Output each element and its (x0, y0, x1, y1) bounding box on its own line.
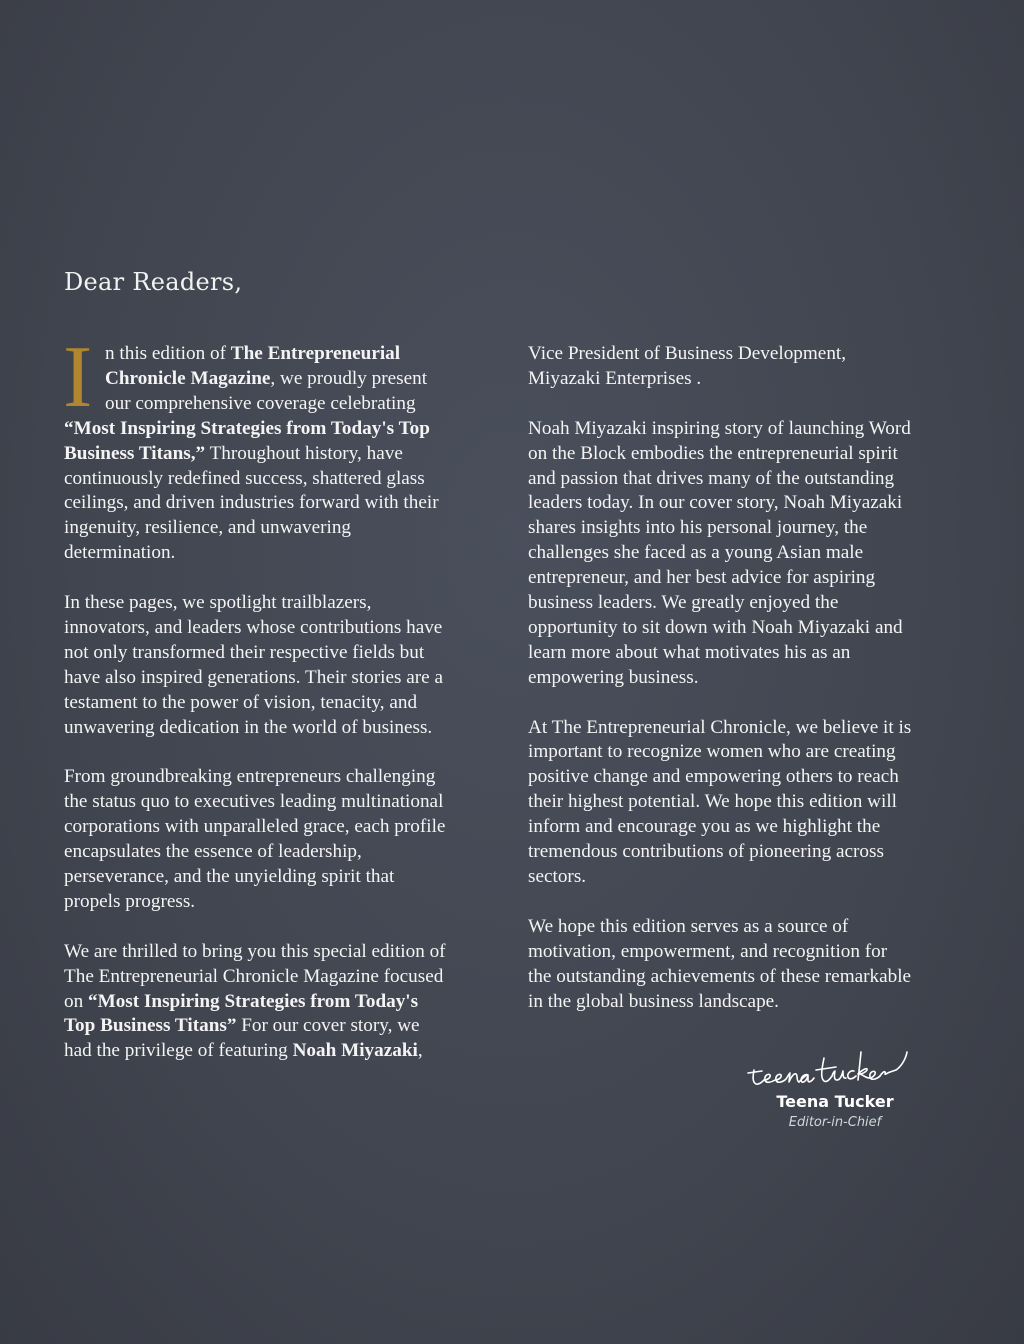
text-line: determination. (64, 542, 176, 564)
text-line: perseverance, and the unyielding spirit that (64, 866, 395, 887)
text-line: on the Block embodies the entrepreneurial spirit (528, 442, 898, 464)
text-line: innovators, and leaders whose contributions have (64, 616, 443, 638)
body-paragraph (64, 591, 496, 740)
left-column (63, 329, 496, 1089)
text-line: on “Most Inspiring Strategies from Today's (64, 990, 419, 1012)
text-line: encapsulates the essence of leadership, (64, 841, 362, 863)
text-line: In these pages, we spotlight trailblazers, (64, 592, 372, 614)
text-line: the outstanding achievements of these remarkable (528, 965, 912, 987)
text-line: learn more about what motivates his as an (528, 641, 851, 663)
text-line: unwavering dedication in the world of business. (64, 716, 433, 738)
body-paragraph (64, 940, 496, 1065)
text-line: “Most Inspiring Strategies from Today's Top (64, 417, 430, 439)
text-line: Business Titans,” Throughout history, have (64, 442, 403, 464)
text-line: Chronicle Magazine, we proudly present (105, 367, 428, 389)
text-line: We hope this edition serves as a source of (528, 915, 849, 937)
text-line: testament to the power of vision, tenacity, and (64, 691, 418, 713)
text-line: not only transformed their respective fields but (64, 641, 425, 663)
text-line: and passion that drives many of the outstanding (528, 467, 895, 489)
text-line: tremendous contributions of pioneering across (528, 841, 884, 863)
text-line: empowering business. (528, 666, 699, 688)
text-line: inform and encourage you as we highlight the (528, 816, 881, 838)
text-line: The Entrepreneurial Chronicle Magazine focused (64, 965, 444, 987)
handwritten-signature (740, 1040, 930, 1092)
text-line: propels progress. (64, 890, 196, 912)
text-line: Miyazaki Enterprises . (528, 367, 702, 389)
text-line: We are thrilled to bring you this special edition of (64, 940, 446, 962)
text-line: had the privilege of featuring Noah Miyazaki, (64, 1040, 423, 1062)
text-line: important to recognize women who are creating (528, 741, 896, 763)
body-paragraph (528, 417, 968, 691)
intro-paragraph (63, 329, 496, 566)
text-line: have also inspired generations. Their stories are a (64, 666, 443, 688)
text-line: challenges she faced as a young Asian male (528, 542, 864, 564)
text-line: opportunity to sit down with Noah Miyazaki and (528, 616, 903, 638)
body-paragraph (64, 765, 496, 914)
signature-title: Editor-in-Chief (788, 1115, 882, 1130)
drop-cap: I (63, 329, 93, 426)
signature-name: Teena Tucker (776, 1092, 894, 1111)
body-paragraph (528, 342, 968, 392)
right-column (528, 342, 968, 1039)
text-line: Noah Miyazaki inspiring story of launching Word (528, 417, 911, 439)
text-line: entrepreneur, and her best advice for aspiring (528, 567, 876, 589)
text-line: From groundbreaking entrepreneurs challenging (64, 766, 436, 788)
text-line: in the global business landscape. (528, 990, 779, 1012)
text-line: At The Entrepreneurial Chronicle, we believe it is (528, 716, 912, 738)
body-paragraph (528, 716, 968, 890)
text-line: sectors. (528, 866, 587, 887)
text-line: their highest potential. We hope this edition will (528, 791, 898, 813)
text-line: ingenuity, resilience, and unwavering (64, 517, 352, 539)
body-paragraph (528, 915, 968, 1015)
text-line: shares insights into his personal journey, the (528, 517, 868, 539)
text-line: Top Business Titans” For our cover story, we (64, 1015, 420, 1037)
text-line: our comprehensive coverage celebrating (105, 392, 416, 414)
text-line: n this edition of The Entrepreneurial (105, 343, 401, 364)
signature-block (740, 1040, 940, 1140)
text-line: business leaders. We greatly enjoyed the (528, 592, 839, 614)
text-line: the status quo to executives leading multinational (64, 791, 444, 813)
text-line: ceilings, and driven industries forward with their (64, 492, 439, 514)
text-line: motivation, empowerment, and recognition for (528, 940, 888, 962)
text-line: corporations with unparalleled grace, each profile (64, 816, 446, 838)
text-line: Vice President of Business Development, (528, 343, 847, 364)
text-line: positive change and empowering others to reach (528, 766, 899, 788)
text-line: continuously redefined success, shattered glass (64, 467, 425, 489)
letter-greeting: Dear Readers, (64, 268, 243, 296)
text-line: leaders today. In our cover story, Noah Miyazaki (528, 492, 903, 514)
